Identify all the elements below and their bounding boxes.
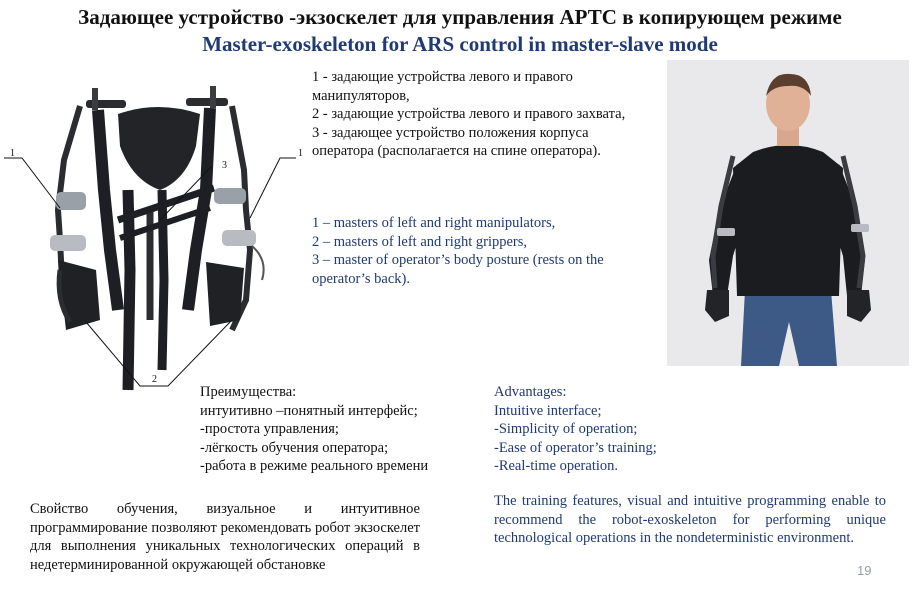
legend-en	[312, 214, 642, 288]
advantages-ru-item: интуитивно –понятный интерфейс;	[200, 402, 418, 419]
advantages-ru-heading: Преимущества:	[200, 384, 297, 400]
advantages-ru-item: -работа в режиме реального времени	[200, 458, 429, 474]
legend-ru-item: 2 - задающие устройства левого и правого захвата,	[312, 106, 626, 122]
page-number: 19	[857, 563, 872, 578]
exoskeleton-drawing	[0, 70, 303, 400]
figure-label-1-right: 1	[298, 148, 303, 159]
advantages-en-item: -Real-time operation.	[494, 458, 619, 474]
legend-en-item: 1 – masters of left and right manipulators,	[312, 215, 556, 231]
advantages-en-item: Intuitive interface;	[494, 402, 602, 419]
advantages-ru-item: -простота управления;	[200, 421, 339, 437]
advantages-en-item: -Ease of operator’s training;	[494, 439, 657, 456]
slide-title-ru: Задающее устройство -экзоскелет для управления АРТС в копирующем режиме	[78, 5, 842, 29]
advantages-en-heading: Advantages:	[494, 384, 567, 400]
figure-label-3: 3	[222, 160, 227, 171]
advantages-ru	[200, 383, 490, 476]
legend-ru	[312, 68, 642, 161]
summary-ru: Свойство обучения, визуальное и интуитивное программирование позволяют рекомендовать робот экзоскелет для выполнения уникальных технологических операций в недетерминированной окружающей обстановке	[30, 501, 420, 573]
advantages-ru-item: -лёгкость обучения оператора;	[200, 439, 389, 456]
advantages-en-item: -Simplicity of operation;	[494, 421, 638, 437]
slide-title-en: Master-exoskeleton for ARS control in master-slave mode	[202, 32, 718, 56]
figure-label-1-left: 1	[10, 148, 15, 159]
legend-ru-item: 1 - задающие устройства левого и правого манипуляторов,	[312, 69, 573, 104]
summary-en: The training features, visual and intuitive programming enable to recommend the robot-exoskeleton for performing unique technological operations in the nondeterministic environment.	[494, 493, 886, 546]
operator-photo	[667, 60, 909, 366]
exoskeleton-device-figure	[0, 70, 303, 400]
figure-label-2: 2	[152, 374, 157, 385]
legend-en-item: 2 – masters of left and right grippers,	[312, 233, 528, 250]
advantages-en	[494, 383, 794, 476]
legend-en-item: 3 – master of operator’s body posture (rests on the operator’s back).	[312, 252, 604, 287]
legend-ru-item: 3 - задающее устройство положения корпуса оператора (располагается на спине оператора).	[312, 124, 601, 159]
